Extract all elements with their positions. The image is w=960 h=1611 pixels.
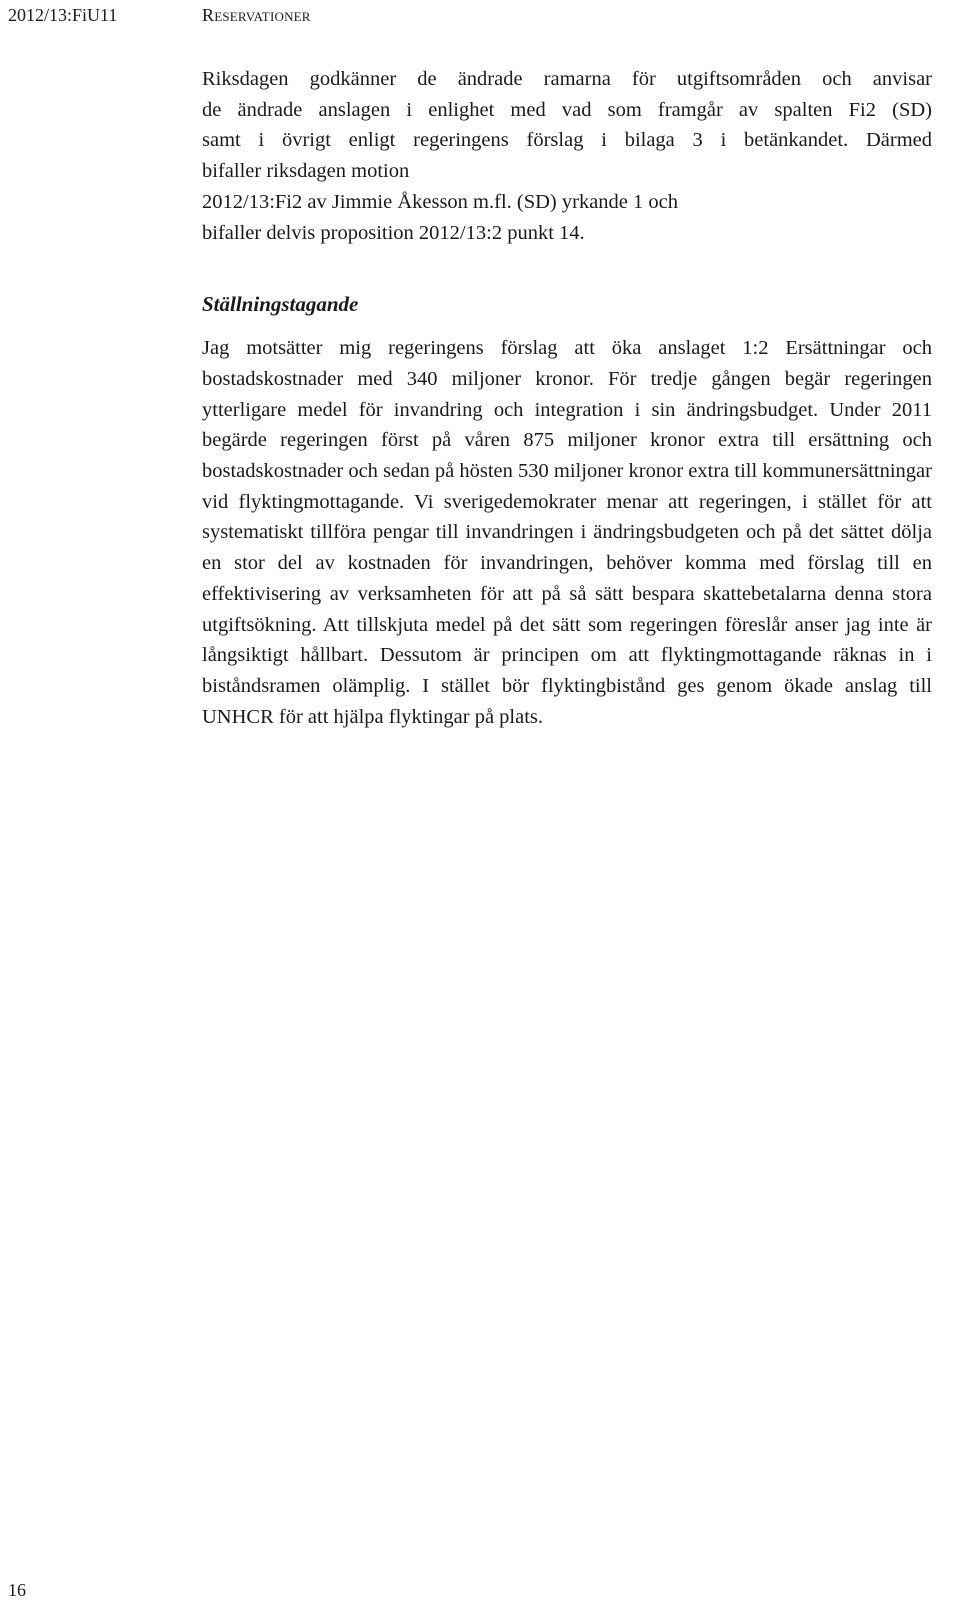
decision-line: 2012/13:Fi2 av Jimmie Åkesson m.fl. (SD) yrkande 1 och: [202, 190, 679, 213]
body-paragraph: Jag motsätter mig regeringens förslag att öka anslaget 1:2 Ersättningar och bostadskostnader med 340 miljoner kronor. För tredje gången begär regeringen ytterligare medel för invandring och integration i sin ändringsbudget. Under 2011 begärde regeringen först på våren 875 miljoner kronor extra till ersättning och bostadskostnader och sedan på hösten 530 miljoner kronor extra till kommunersättningar vid flyktingmottagande. Vi sverigedemokrater menar att regeringen, i stället för att systematiskt tillföra pengar till invandringen i ändringsbudgeten och på det sättet dölja en stor del av kostnaden för invandringen, behöver komma med förslag till en effektivisering av verksamheten för att på så sätt bespara skattebetalarna denna stora utgiftsökning. Att tillskjuta medel på det sätt som regeringen föreslår anser jag inte är långsiktigt hållbart. Dessutom är principen om att flyktingmottagande räknas in i biståndsramen olämplig. I stället bör flyktingbistånd ges genom ökade anslag till UNHCR för att hjälpa flyktingar på plats.: [202, 337, 932, 728]
page-header: [8, 4, 952, 26]
decision-paragraph: [202, 64, 932, 248]
decision-line: bifaller riksdagen motion: [202, 160, 410, 183]
decision-line: samt i övrigt enligt regeringens förslag i bilaga 3 i betänkandet. Därmed: [202, 129, 932, 152]
page-number: 16: [8, 1580, 26, 1600]
decision-line: de ändrade anslagen i enlighet med vad som framgår av spalten Fi2 (SD): [202, 98, 932, 121]
document-id: 2012/13:FiU11: [8, 5, 118, 25]
decision-line: Riksdagen godkänner de ändrade ramarna för utgiftsområden och anvisar: [202, 68, 932, 90]
section-heading: Ställningstagande: [202, 292, 359, 317]
page-content: [202, 64, 932, 732]
decision-line: bifaller delvis proposition 2012/13:2 punkt 14.: [202, 221, 585, 244]
section-title: Reservationer: [202, 5, 311, 25]
